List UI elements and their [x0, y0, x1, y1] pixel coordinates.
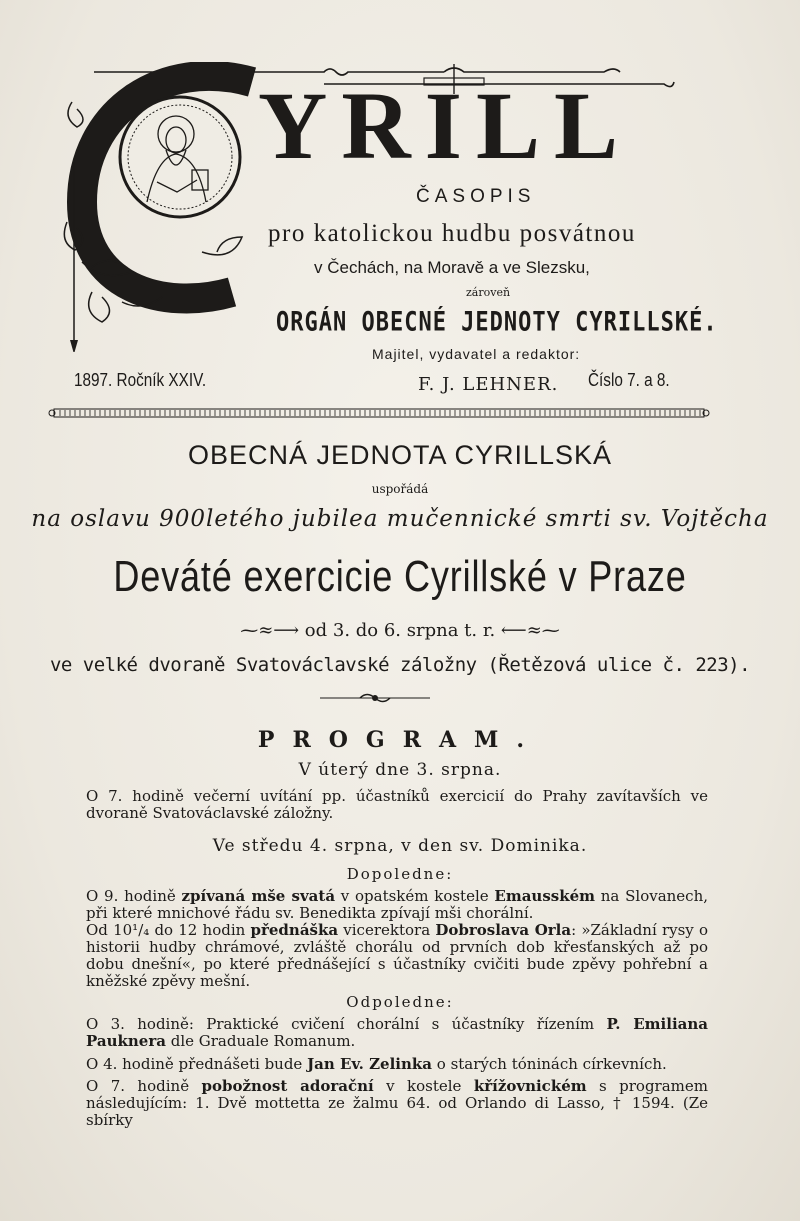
- text-run: : »Základní rysy o historii hudby chrámové, zvláště chorálu od prvních dob křesťanských až po dobu dnešní«, po které přednášející s účastníky cvičiti bude zpěvy pohřební a kněžské zpěvy mešní.: [86, 921, 708, 990]
- magazine-title: YRILL: [258, 72, 633, 179]
- morning-label: Dopoledne:: [346, 865, 454, 883]
- magazine-region: v Čechách, na Moravě a ve Slezsku,: [314, 258, 590, 277]
- issue-number: Číslo 7. a 8.: [588, 370, 670, 390]
- zaroven-label: zároveň: [466, 286, 511, 299]
- afternoon-item-3: [46, 1078, 708, 1129]
- afternoon-label: Odpoledne:: [346, 993, 454, 1011]
- editor-name: F. J. LEHNER.: [418, 374, 559, 395]
- event-dates-row: [0, 620, 800, 641]
- morning-item-2: [46, 922, 708, 990]
- text-run: na Slovanech, při které mnichové řádu sv. Benedikta zpívají mši chorální.: [86, 887, 709, 922]
- afternoon-item-2: [46, 1056, 708, 1073]
- text-run-bold: P. Emiliana Pauknera: [86, 1015, 708, 1050]
- occasion-line: na oslavu 900letého jubilea mučennické smrti sv. Vojtěcha: [31, 506, 769, 532]
- text-run: v opatském kostele: [335, 887, 495, 905]
- morning-item-1: [46, 888, 708, 922]
- organizes-label: uspořádá: [371, 482, 429, 496]
- right-flourish-icon: ⟵≈⁓: [500, 620, 560, 641]
- text-run: v kostele: [373, 1077, 474, 1095]
- ornamental-initial-c: [62, 62, 262, 352]
- magazine-type-label: ČASOPIS: [416, 186, 536, 207]
- day1-text: [46, 788, 708, 822]
- year-volume: 1897. Ročník XXIV.: [74, 370, 207, 390]
- text-run-bold: přednáška: [250, 921, 339, 939]
- text-run: vicerektora: [338, 921, 436, 939]
- event-venue: ve velké dvoraně Svatováclavské záložny (Řetězová ulice č. 223).: [49, 654, 751, 676]
- text-run-bold: Dobroslava Orla: [435, 921, 572, 939]
- text-run-bold: Emausském: [494, 887, 596, 905]
- day1-title: V úterý dne 3. srpna.: [298, 760, 502, 780]
- text-run: s programem následujícím: 1. Dvě mottetta ze žalmu 64. od Orlando di Lasso, † 1594. (Ze sbírky: [86, 1077, 708, 1129]
- magazine-subtitle: pro katolickou hudbu posvátnou: [268, 220, 636, 247]
- left-flourish-icon: ⁓≈⟶: [240, 620, 305, 641]
- section-ornament: [320, 690, 430, 706]
- text-run: O 3. hodině: Praktické cvičení chorální s účastníky řízením: [86, 1015, 607, 1033]
- event-dates: od 3. do 6. srpna t. r.: [304, 620, 496, 641]
- text-run: o starých tóninách církevních.: [432, 1055, 667, 1073]
- organization-heading: OBECNÁ JEDNOTA CYRILLSKÁ: [187, 440, 613, 470]
- text-run: O 7. hodině: [86, 1077, 202, 1095]
- text-run: O 9. hodině: [86, 887, 182, 905]
- event-title: Deváté exercicie Cyrillské v Praze: [113, 552, 687, 601]
- text-run: Od 10¹/₄ do 12 hodin: [86, 921, 251, 939]
- text-run: dle Graduale Romanum.: [165, 1032, 356, 1050]
- text-run-bold: zpívaná mše svatá: [181, 887, 336, 905]
- text-run-bold: Jan Ev. Zelinka: [307, 1055, 433, 1073]
- day1-paragraph: O 7. hodině večerní uvítání pp. účastníků exercicií do Prahy zavítavších ve dvoraně Svatováclavské záložny.: [86, 787, 708, 822]
- text-run-bold: pobožnost adorační: [201, 1077, 374, 1095]
- afternoon-item-1: [46, 1016, 708, 1050]
- text-run-bold: křížovnickém: [473, 1077, 587, 1095]
- program-heading: PROGRAM.: [257, 727, 543, 753]
- publisher-label: Majitel, vydavatel a redaktor:: [372, 346, 581, 362]
- text-run: O 4. hodině přednášeti bude: [86, 1055, 308, 1073]
- masthead-divider: [48, 406, 710, 420]
- day2-title: Ve středu 4. srpna, v den sv. Dominika.: [212, 836, 588, 856]
- organ-label: ORGÁN OBECNÉ JEDNOTY CYRILLSKÉ.: [276, 307, 718, 338]
